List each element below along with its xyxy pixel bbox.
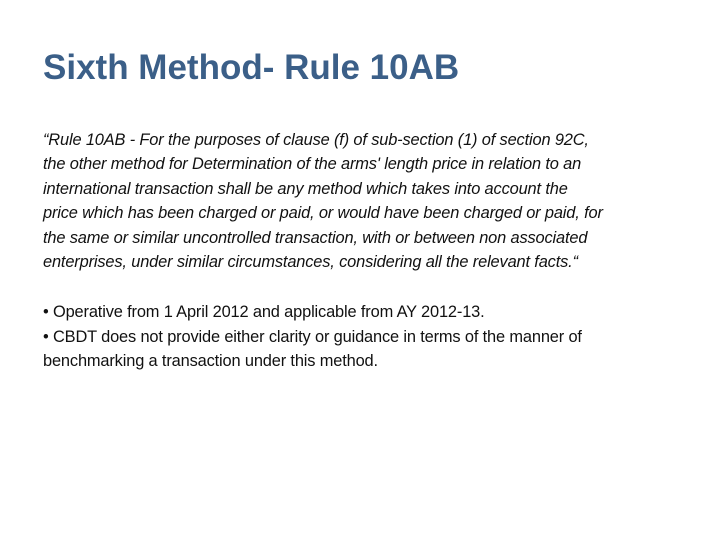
rule-quote [43,128,693,274]
bullet-operative [43,300,693,324]
quote-line: enterprises, under similar circumstances, considering all the relevant facts.“ [43,253,578,272]
quote-line: international transaction shall be any method which takes into account the [43,179,568,198]
bullet-cbdt [43,325,693,374]
slide-title: Sixth Method- Rule 10AB [43,48,460,87]
quote-line: price which has been charged or paid, or would have been charged or paid, for [43,204,603,223]
bullet-line: • CBDT does not provide either clarity or guidance in terms of the manner of [43,327,582,346]
bullet-line: benchmarking a transaction under this method. [43,352,378,371]
bullet-list [43,300,693,373]
quote-line: “Rule 10AB - For the purposes of clause (f) of sub-section (1) of section 92C, [43,131,589,149]
quote-line: the other method for Determination of the arms' length price in relation to an [43,155,582,174]
bullet-line: • Operative from 1 April 2012 and applicable from AY 2012-13. [43,303,485,322]
slide-body [43,128,693,374]
quote-line: the same or similar uncontrolled transaction, with or between non associated [43,228,588,247]
